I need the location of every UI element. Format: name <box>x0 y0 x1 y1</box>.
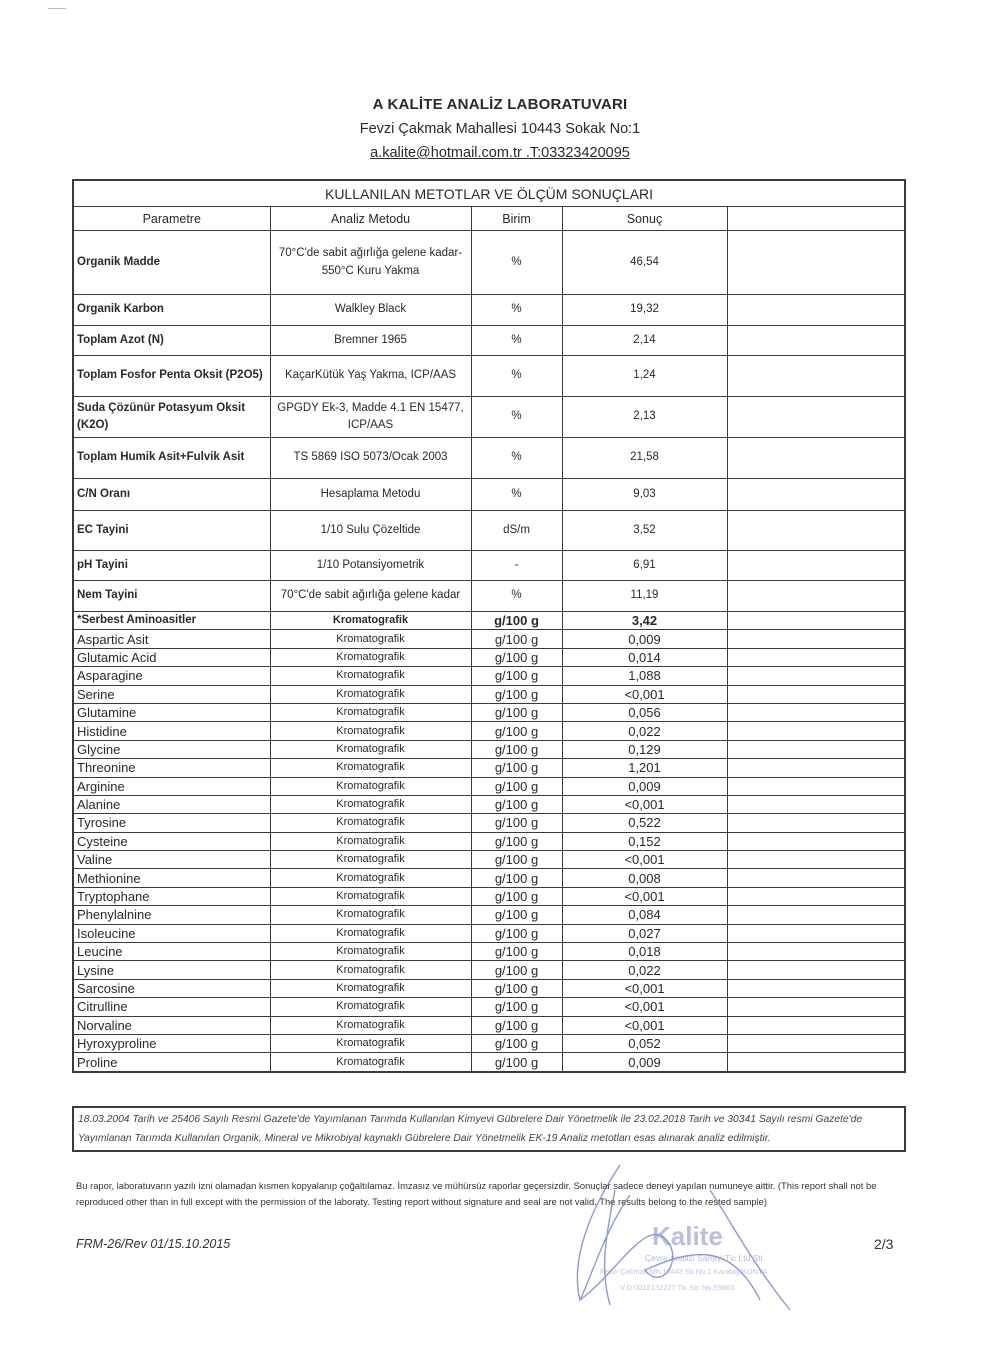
amino-acid-row <box>73 630 905 648</box>
table-row <box>73 326 905 356</box>
header-result: Sonuç <box>562 207 727 231</box>
unit-cell: g/100 g <box>471 887 562 905</box>
unit-cell: g/100 g <box>471 1034 562 1052</box>
empty-cell <box>727 759 905 777</box>
amino-acid-row <box>73 612 905 630</box>
result-cell: 0,018 <box>562 943 727 961</box>
amino-acid-row <box>73 1053 905 1072</box>
unit-cell: g/100 g <box>471 795 562 813</box>
unit-cell: - <box>471 551 562 581</box>
method-cell: Kromatografik <box>270 851 471 869</box>
result-cell: 1,201 <box>562 759 727 777</box>
lab-name: A KALİTE ANALİZ LABORATUVARI <box>372 96 628 113</box>
method-cell: Kromatografik <box>270 906 471 924</box>
amino-acid-row <box>73 814 905 832</box>
empty-cell <box>727 869 905 887</box>
table-row <box>73 356 905 397</box>
param-cell: Tryptophane <box>73 887 270 905</box>
method-cell: Kromatografik <box>270 648 471 666</box>
lab-stamp-signature <box>560 1150 820 1320</box>
unit-cell: g/100 g <box>471 1016 562 1034</box>
method-cell: Kromatografik <box>270 998 471 1016</box>
regulation-footnote: 18.03.2004 Tarih ve 25406 Sayılı Resmi Gazete'de Yayımlanan Tarımda Kullanılan Kimyevi Gübrelere Dair Yönetmelik ile 23.02.2018 Tarih ve 30341 Sayılı resmi Gazete'de Yayımlanan Tarımda Kullanılan Organik, Mineral ve Mikrobiyal kaynaklı Gübrelere Dair Yönetmelik EK-19 Analiz metotları esas alınarak analiz edilmiştir. <box>72 1106 906 1152</box>
unit-cell: g/100 g <box>471 924 562 942</box>
unit-cell: % <box>471 326 562 356</box>
param-cell: Organik Madde <box>73 231 270 295</box>
unit-cell: g/100 g <box>471 1053 562 1072</box>
result-cell: 1,24 <box>562 356 727 397</box>
disclaimer-text: Bu rapor, laboratuvarın yazılı izni olamadan kısmen kopyalanıp çoğaltılamaz. İmzasız ve mühürsüz raporlar geçersizdir. Sonuçlar sadece deneyi yapılan numuneye aittir. (This report shall not be reproduced other than in full except with the permission of the laboraty. Testing report without signature and seal are not valid. The results belong to the rested sample) <box>76 1180 877 1207</box>
result-cell: <0,001 <box>562 979 727 997</box>
param-cell: Glutamine <box>73 703 270 721</box>
empty-cell <box>727 326 905 356</box>
empty-cell <box>727 630 905 648</box>
empty-cell <box>727 998 905 1016</box>
unit-cell: g/100 g <box>471 722 562 740</box>
method-cell: TS 5869 ISO 5073/Ocak 2003 <box>270 438 471 479</box>
result-cell: 9,03 <box>562 479 727 511</box>
empty-cell <box>727 777 905 795</box>
param-cell: Toplam Humik Asit+Fulvik Asit <box>73 438 270 479</box>
param-cell: Cysteine <box>73 832 270 850</box>
unit-cell: g/100 g <box>471 777 562 795</box>
amino-acid-row <box>73 851 905 869</box>
method-cell: Hesaplama Metodu <box>270 479 471 511</box>
result-cell: <0,001 <box>562 998 727 1016</box>
amino-acid-row <box>73 722 905 740</box>
method-cell: Kromatografik <box>270 740 471 758</box>
amino-acid-row <box>73 795 905 813</box>
result-cell: 6,91 <box>562 551 727 581</box>
table-title: KULLANILAN METOTLAR VE ÖLÇÜM SONUÇLARI <box>73 180 905 207</box>
method-cell: 70°C'de sabit ağırlığa gelene kadar <box>270 581 471 612</box>
result-cell: 2,13 <box>562 397 727 438</box>
stamp-logo: Kalite <box>652 1221 723 1251</box>
param-cell: Norvaline <box>73 1016 270 1034</box>
param-cell: Nem Tayini <box>73 581 270 612</box>
method-cell: 1/10 Sulu Çözeltide <box>270 511 471 551</box>
unit-cell: % <box>471 356 562 397</box>
table-row <box>73 581 905 612</box>
param-cell: Toplam Fosfor Penta Oksit (P2O5) <box>73 356 270 397</box>
amino-acid-row <box>73 869 905 887</box>
result-cell: 3,52 <box>562 511 727 551</box>
method-cell: 1/10 Potansiyometrik <box>270 551 471 581</box>
method-cell: Kromatografik <box>270 924 471 942</box>
unit-cell: g/100 g <box>471 869 562 887</box>
amino-acid-row <box>73 832 905 850</box>
result-cell: 19,32 <box>562 295 727 326</box>
amino-acid-row <box>73 998 905 1016</box>
result-cell: 21,58 <box>562 438 727 479</box>
empty-cell <box>727 397 905 438</box>
header-method: Analiz Metodu <box>270 207 471 231</box>
unit-cell: g/100 g <box>471 943 562 961</box>
unit-cell: g/100 g <box>471 759 562 777</box>
result-cell: 1,088 <box>562 667 727 685</box>
empty-cell <box>727 943 905 961</box>
empty-cell <box>727 295 905 326</box>
result-cell: 0,014 <box>562 648 727 666</box>
amino-acid-row <box>73 961 905 979</box>
result-cell: 2,14 <box>562 326 727 356</box>
empty-cell <box>727 581 905 612</box>
method-cell: Kromatografik <box>270 612 471 630</box>
param-cell: Aspartic Asit <box>73 630 270 648</box>
page-number: 2/3 <box>874 1236 894 1252</box>
param-cell: Toplam Azot (N) <box>73 326 270 356</box>
param-cell: Histidine <box>73 722 270 740</box>
empty-cell <box>727 961 905 979</box>
table-row <box>73 551 905 581</box>
header-empty <box>727 207 905 231</box>
method-cell: Kromatografik <box>270 777 471 795</box>
param-cell: Citrulline <box>73 998 270 1016</box>
amino-acid-row <box>73 685 905 703</box>
amino-acid-row <box>73 924 905 942</box>
param-cell: Hyroxyproline <box>73 1034 270 1052</box>
unit-cell: g/100 g <box>471 703 562 721</box>
lab-address: Fevzi Çakmak Mahallesi 10443 Sokak No:1 <box>359 121 641 137</box>
result-cell: 0,009 <box>562 777 727 795</box>
unit-cell: g/100 g <box>471 740 562 758</box>
empty-cell <box>727 667 905 685</box>
amino-acid-row <box>73 979 905 997</box>
empty-cell <box>727 740 905 758</box>
result-cell: 0,009 <box>562 1053 727 1072</box>
result-cell: <0,001 <box>562 1016 727 1034</box>
amino-acid-row <box>73 1034 905 1052</box>
method-cell: Kromatografik <box>270 943 471 961</box>
method-cell: Kromatografik <box>270 685 471 703</box>
unit-cell: g/100 g <box>471 979 562 997</box>
param-cell: Serine <box>73 685 270 703</box>
table-row <box>73 231 905 295</box>
method-cell: Kromatografik <box>270 832 471 850</box>
method-cell: Kromatografik <box>270 979 471 997</box>
table-row <box>73 295 905 326</box>
empty-cell <box>727 479 905 511</box>
param-cell: Organik Karbon <box>73 295 270 326</box>
method-cell: Kromatografik <box>270 759 471 777</box>
table-row <box>73 479 905 511</box>
method-cell: Kromatografik <box>270 887 471 905</box>
stamp-company: Çevre Analizi Sanayi Tic.Ltd.Şti. <box>645 1253 766 1263</box>
results-table <box>72 179 906 1073</box>
empty-cell <box>727 924 905 942</box>
method-cell: Bremner 1965 <box>270 326 471 356</box>
empty-cell <box>727 356 905 397</box>
result-cell: <0,001 <box>562 685 727 703</box>
result-cell: 0,084 <box>562 906 727 924</box>
empty-cell <box>727 795 905 813</box>
unit-cell: % <box>471 479 562 511</box>
empty-cell <box>727 814 905 832</box>
method-cell: KaçarKütük Yaş Yakma, ICP/AAS <box>270 356 471 397</box>
unit-cell: g/100 g <box>471 832 562 850</box>
result-cell: 0,522 <box>562 814 727 832</box>
param-cell: C/N Oranı <box>73 479 270 511</box>
form-code: FRM-26/Rev 01/15.10.2015 <box>76 1237 231 1251</box>
param-cell: Valine <box>73 851 270 869</box>
lab-contact: a.kalite@hotmail.com.tr .T:03323420095 <box>370 145 630 161</box>
method-cell: 70°C'de sabit ağırlığa gelene kadar-550°C Kuru Yakma <box>270 231 471 295</box>
signature-stroke <box>605 1190 615 1305</box>
table-body <box>73 231 905 1072</box>
empty-cell <box>727 722 905 740</box>
result-cell: 0,022 <box>562 961 727 979</box>
empty-cell <box>727 1034 905 1052</box>
amino-acid-row <box>73 667 905 685</box>
empty-cell <box>727 685 905 703</box>
result-cell: 0,009 <box>562 630 727 648</box>
table-row <box>73 438 905 479</box>
empty-cell <box>727 1053 905 1072</box>
stamp-tax: V.D:0012132227 Tic.Sic.No:59563 <box>620 1283 735 1292</box>
empty-cell <box>727 832 905 850</box>
empty-cell <box>727 551 905 581</box>
method-cell: Kromatografik <box>270 869 471 887</box>
method-cell: Kromatografik <box>270 1016 471 1034</box>
result-cell: <0,001 <box>562 851 727 869</box>
amino-acid-row <box>73 777 905 795</box>
unit-cell: % <box>471 438 562 479</box>
param-cell: Threonine <box>73 759 270 777</box>
unit-cell: % <box>471 231 562 295</box>
param-cell: Glycine <box>73 740 270 758</box>
param-cell: Glutamic Acid <box>73 648 270 666</box>
method-cell: Walkley Black <box>270 295 471 326</box>
result-cell: 0,027 <box>562 924 727 942</box>
amino-acid-row <box>73 887 905 905</box>
empty-cell <box>727 648 905 666</box>
amino-acid-row <box>73 943 905 961</box>
amino-acid-row <box>73 648 905 666</box>
header-param: Parametre <box>73 207 270 231</box>
param-cell: *Serbest Aminoasitler <box>73 612 270 630</box>
empty-cell <box>727 1016 905 1034</box>
stamp-address: Fevzi Çakmak Mh.10443 Sk.No:1 Karatay/KONYA <box>600 1267 768 1276</box>
method-cell: GPGDY Ek-3, Madde 4.1 EN 15477, ICP/AAS <box>270 397 471 438</box>
method-cell: Kromatografik <box>270 1034 471 1052</box>
empty-cell <box>727 851 905 869</box>
result-cell: 0,129 <box>562 740 727 758</box>
table-row <box>73 397 905 438</box>
result-cell: <0,001 <box>562 795 727 813</box>
amino-acid-row <box>73 740 905 758</box>
unit-cell: g/100 g <box>471 961 562 979</box>
unit-cell: g/100 g <box>471 612 562 630</box>
unit-cell: g/100 g <box>471 906 562 924</box>
empty-cell <box>727 703 905 721</box>
param-cell: pH Tayini <box>73 551 270 581</box>
param-cell: Phenylalnine <box>73 906 270 924</box>
signature-stroke <box>577 1165 630 1300</box>
empty-cell <box>727 511 905 551</box>
amino-acid-row <box>73 906 905 924</box>
param-cell: Sarcosine <box>73 979 270 997</box>
param-cell: Asparagine <box>73 667 270 685</box>
param-cell: Leucine <box>73 943 270 961</box>
param-cell: Proline <box>73 1053 270 1072</box>
method-cell: Kromatografik <box>270 722 471 740</box>
result-cell: <0,001 <box>562 887 727 905</box>
unit-cell: % <box>471 397 562 438</box>
param-cell: Suda Çözünür Potasyum Oksit (K2O) <box>73 397 270 438</box>
result-cell: 11,19 <box>562 581 727 612</box>
empty-cell <box>727 612 905 630</box>
method-cell: Kromatografik <box>270 630 471 648</box>
result-cell: 0,052 <box>562 1034 727 1052</box>
amino-acid-row <box>73 1016 905 1034</box>
empty-cell <box>727 438 905 479</box>
result-cell: 46,54 <box>562 231 727 295</box>
result-cell: 3,42 <box>562 612 727 630</box>
method-cell: Kromatografik <box>270 667 471 685</box>
unit-cell: % <box>471 581 562 612</box>
unit-cell: g/100 g <box>471 814 562 832</box>
method-cell: Kromatografik <box>270 795 471 813</box>
empty-cell <box>727 906 905 924</box>
param-cell: EC Tayini <box>73 511 270 551</box>
unit-cell: g/100 g <box>471 998 562 1016</box>
param-cell: Methionine <box>73 869 270 887</box>
unit-cell: g/100 g <box>471 685 562 703</box>
param-cell: Alanine <box>73 795 270 813</box>
header-unit: Birim <box>471 207 562 231</box>
amino-acid-row <box>73 703 905 721</box>
result-cell: 0,152 <box>562 832 727 850</box>
method-cell: Kromatografik <box>270 814 471 832</box>
param-cell: Isoleucine <box>73 924 270 942</box>
unit-cell: g/100 g <box>471 648 562 666</box>
param-cell: Arginine <box>73 777 270 795</box>
result-cell: 0,056 <box>562 703 727 721</box>
empty-cell <box>727 231 905 295</box>
unit-cell: g/100 g <box>471 667 562 685</box>
param-cell: Lysine <box>73 961 270 979</box>
method-cell: Kromatografik <box>270 1053 471 1072</box>
result-cell: 0,008 <box>562 869 727 887</box>
method-cell: Kromatografik <box>270 703 471 721</box>
scan-artifact-line <box>48 8 66 9</box>
unit-cell: g/100 g <box>471 630 562 648</box>
unit-cell: dS/m <box>471 511 562 551</box>
amino-acid-row <box>73 759 905 777</box>
table-row <box>73 511 905 551</box>
param-cell: Tyrosine <box>73 814 270 832</box>
empty-cell <box>727 887 905 905</box>
unit-cell: g/100 g <box>471 851 562 869</box>
method-cell: Kromatografik <box>270 961 471 979</box>
unit-cell: % <box>471 295 562 326</box>
result-cell: 0,022 <box>562 722 727 740</box>
empty-cell <box>727 979 905 997</box>
